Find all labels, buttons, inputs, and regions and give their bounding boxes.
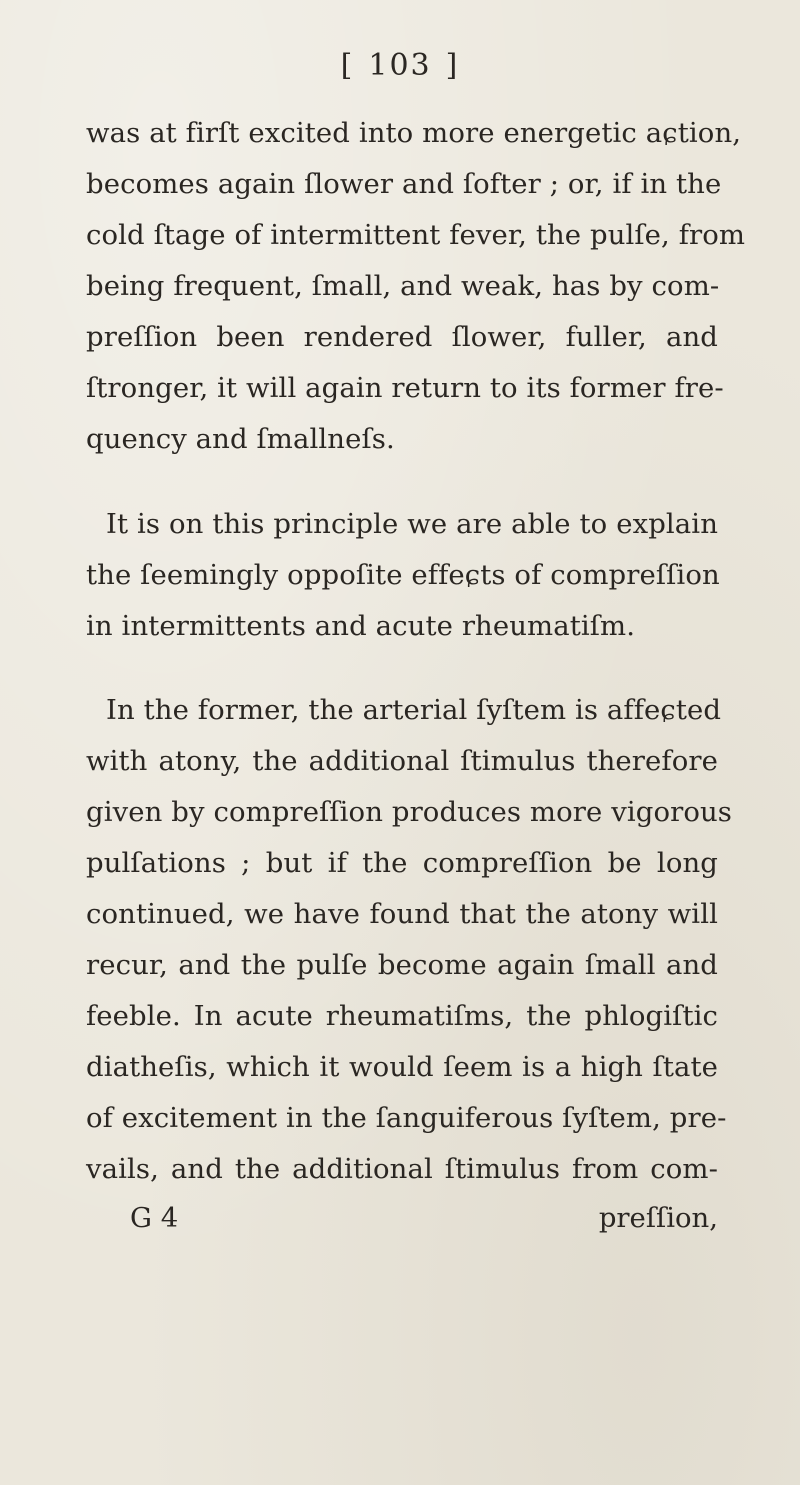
text-line: was at firſt excited into more energetic aɕtion, [86, 117, 742, 149]
text-line: with atony, the additional ſtimulus therefore [86, 745, 718, 777]
text-line: preſſion been rendered ſlower, fuller, and [86, 321, 718, 353]
text-line: diatheſis, which it would ſeem is a high ſtate [86, 1051, 718, 1083]
text-line: of excitement in the ſanguiferous ſyſtem, pre- [86, 1102, 727, 1134]
text-line: vails, and the additional ſtimulus from com- [86, 1153, 718, 1185]
signature-mark: G 4 [130, 1202, 179, 1234]
text-line: the ſeemingly oppoſite effeɕts of compreſſion [86, 559, 720, 591]
catchword: preſſion, [598, 1202, 718, 1234]
text-line: ſtronger, it will again return to its former fre- [86, 372, 724, 404]
text-line: recur, and the pulſe become again ſmall and [86, 949, 718, 981]
text-line: It is on this principle we are able to explain [106, 508, 718, 540]
header-open-bracket: [ [340, 48, 355, 83]
text-line: in intermittents and acute rheumatiſm. [86, 610, 636, 642]
text-line: pulſations ; but if the compreſſion be long [86, 847, 718, 879]
text-line: cold ſtage of intermittent fever, the pulſe, from [86, 219, 746, 251]
header-close-bracket: ] [445, 48, 460, 83]
page-header [0, 48, 800, 83]
text-line: continued, we have found that the atony will [86, 898, 718, 930]
text-line: In the former, the arterial ſyſtem is affeɕted [106, 694, 722, 726]
text-line: becomes again ſlower and ſofter ; or, if in the [86, 168, 722, 200]
text-line: given by compreſſion produces more vigorous [86, 796, 733, 828]
text-line: being frequent, ſmall, and weak, has by com- [86, 270, 720, 302]
text-line: feeble. In acute rheumatiſms, the phlogiſtic [86, 1000, 718, 1032]
text-line: quency and ſmallneſs. [86, 423, 395, 455]
page-number: 103 [368, 48, 432, 83]
